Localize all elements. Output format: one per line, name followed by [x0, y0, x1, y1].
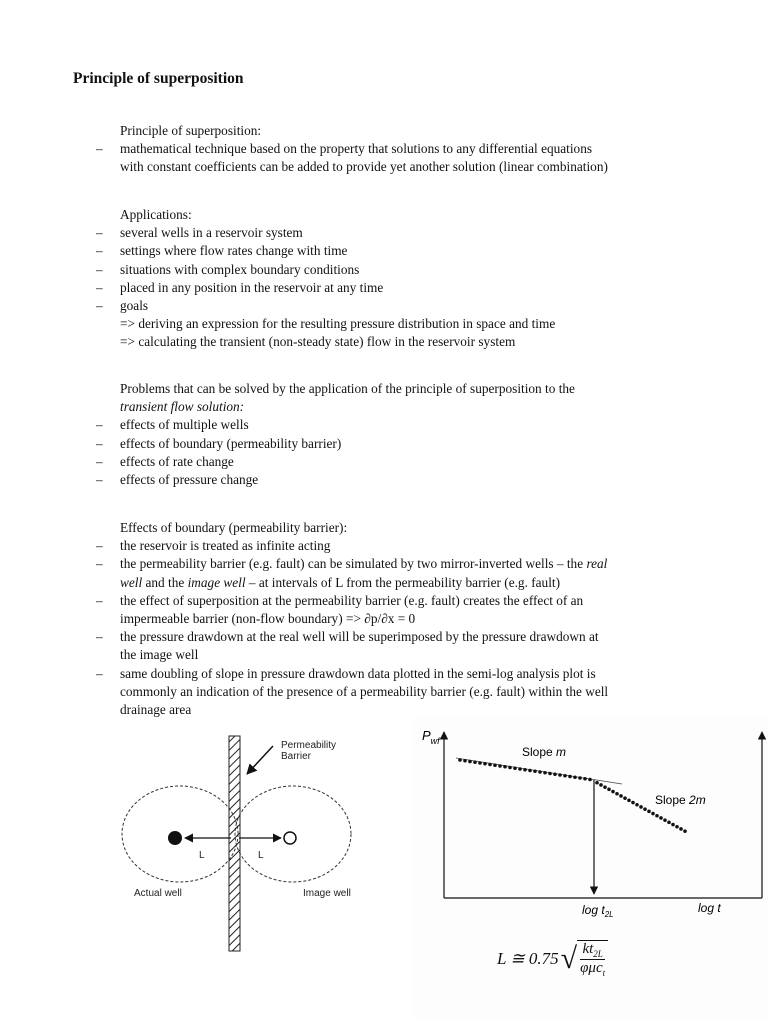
data-point [631, 801, 635, 805]
data-point [508, 766, 512, 770]
applications-section [96, 206, 756, 352]
data-point [503, 765, 507, 769]
actual-well-label: Actual well [134, 888, 182, 899]
list-item [96, 555, 756, 573]
data-point [563, 774, 567, 778]
problems-section [96, 380, 756, 489]
data-point [543, 771, 547, 775]
data-point [458, 758, 462, 762]
text-emphasis: image well [187, 574, 246, 590]
data-point [635, 803, 639, 807]
text-span: – at intervals of L from the permeability barrier (e.g. fault) [245, 574, 561, 590]
data-point [639, 805, 643, 809]
y-axis-label-main: P [422, 728, 431, 743]
permeability-barrier [229, 736, 240, 951]
boundary-section [96, 519, 756, 719]
data-point [568, 775, 572, 779]
data-point [548, 772, 552, 776]
image-well [284, 832, 296, 844]
barrier-label-line1: Permeability [281, 740, 337, 751]
data-point [463, 759, 467, 763]
barrier-label-line2: Barrier [281, 751, 312, 762]
data-point [599, 783, 603, 787]
text-span: the permeability barrier (e.g. fault) can be simulated by two mirror-inverted wells – the [120, 556, 587, 572]
data-point [667, 821, 671, 825]
formula-denominator [580, 960, 605, 978]
formula-fraction [577, 940, 608, 978]
distance-label-left: L [199, 850, 205, 861]
data-point [528, 769, 532, 773]
list-item: – effects of boundary (permeability barrier) [96, 435, 756, 453]
slope-2m-label [655, 793, 706, 807]
slope-m-prefix: Slope [522, 745, 557, 759]
slope-m-label [522, 745, 566, 759]
x-tick-main: log t [582, 903, 605, 917]
data-point [498, 764, 502, 768]
data-point [643, 807, 647, 811]
data-point [671, 823, 675, 827]
applications-heading: Applications: [120, 207, 192, 222]
data-point [647, 810, 651, 814]
sqrt-sign: √ [560, 942, 578, 975]
list-item: – same doubling of slope in pressure drawdown data plotted in the semi-log analysis plot is [96, 665, 756, 683]
denominator-main: φμc [580, 960, 603, 976]
slope-m-var: m [556, 745, 567, 759]
data-point [683, 829, 687, 833]
barrier-diagram [115, 728, 380, 956]
data-point [588, 778, 592, 782]
list-item: – goals [96, 297, 756, 315]
data-point [627, 799, 631, 803]
list-item: – situations with complex boundary conditions [96, 261, 756, 279]
text-emphasis: well [120, 574, 143, 590]
distance-formula [497, 940, 608, 978]
data-point [651, 812, 655, 816]
problems-heading: Problems that can be solved by the application of the principle of superposition to the [120, 381, 575, 396]
data-point [655, 814, 659, 818]
goal-item: => calculating the transient (non-steady state) flow in the reservoir system [120, 334, 516, 350]
list-item: – several wells in a reservoir system [96, 224, 756, 242]
intro-heading: Principle of superposition: [120, 123, 262, 138]
data-point [663, 818, 667, 822]
data-point [615, 792, 619, 796]
data-point [659, 816, 663, 820]
data-point [478, 761, 482, 765]
data-point [518, 767, 522, 771]
data-point [493, 763, 497, 767]
text-span: and the [142, 574, 188, 590]
numerator-sub: 2L [593, 949, 603, 959]
formula-lhs: L ≅ 0.75 [497, 949, 559, 968]
data-point [513, 766, 517, 770]
image-well-label: Image well [303, 888, 351, 899]
data-point [538, 770, 542, 774]
x-tick-sub: 2L [604, 910, 614, 919]
data-point [473, 760, 477, 764]
data-point [483, 762, 487, 766]
list-item-continuation: the image well [120, 647, 199, 663]
list-item: – effects of multiple wells [96, 416, 756, 434]
data-point [603, 785, 607, 789]
y-axis-label-sub: wf [430, 736, 440, 746]
data-point [558, 773, 562, 777]
list-item-continuation: drainage area [120, 702, 192, 718]
formula-numerator [580, 941, 604, 960]
list-item: – the effect of superposition at the permeability barrier (e.g. fault) creates the effect of an [96, 592, 756, 610]
data-point [583, 777, 587, 781]
list-item: – effects of pressure change [96, 471, 756, 489]
data-point [619, 794, 623, 798]
list-item-continuation: commonly an indication of the presence of a permeability barrier (e.g. fault) within the well [120, 683, 609, 699]
goal-item: => deriving an expression for the resulting pressure distribution in space and time [120, 316, 556, 332]
slope-2m-prefix: Slope [655, 793, 690, 807]
data-point [553, 772, 557, 776]
actual-well [168, 831, 182, 845]
data-point [573, 775, 577, 779]
denominator-sub: t [602, 968, 606, 978]
data-point [523, 768, 527, 772]
list-item: – placed in any position in the reservoir at any time [96, 279, 756, 297]
list-item: – effects of rate change [96, 453, 756, 471]
list-item-continuation [96, 574, 756, 592]
data-point [468, 760, 472, 764]
data-point [611, 790, 615, 794]
problems-heading-emphasis: transient flow solution: [120, 399, 245, 415]
data-point [578, 776, 582, 780]
barrier-pointer-arrow [247, 746, 273, 774]
data-point [533, 769, 537, 773]
list-item: – settings where flow rates change with time [96, 242, 756, 260]
numerator-main: kt [582, 941, 594, 957]
intro-section [96, 122, 756, 177]
data-point [488, 763, 492, 767]
x-axis-label: log t [698, 901, 721, 915]
list-item: – the reservoir is treated as infinite acting [96, 537, 756, 555]
data-point [607, 788, 611, 792]
list-item: – the pressure drawdown at the real well will be superimposed by the pressure drawdown at [96, 628, 756, 646]
distance-label-right: L [258, 850, 264, 861]
page-title: Principle of superposition [73, 70, 244, 87]
text-emphasis: real [586, 556, 608, 572]
slope-2m-var: 2m [689, 793, 706, 807]
list-item-continuation: impermeable barrier (non-flow boundary) => ∂p/∂x = 0 [120, 611, 416, 627]
boundary-heading: Effects of boundary (permeability barrier): [120, 520, 348, 535]
data-point [675, 825, 679, 829]
list-item-continuation: with constant coefficients can be added to provide yet another solution (linear combination) [120, 159, 608, 175]
data-point [679, 827, 683, 831]
data-point [623, 796, 627, 800]
data-point [595, 781, 599, 785]
list-item: – mathematical technique based on the property that solutions to any differential equations [96, 140, 756, 158]
